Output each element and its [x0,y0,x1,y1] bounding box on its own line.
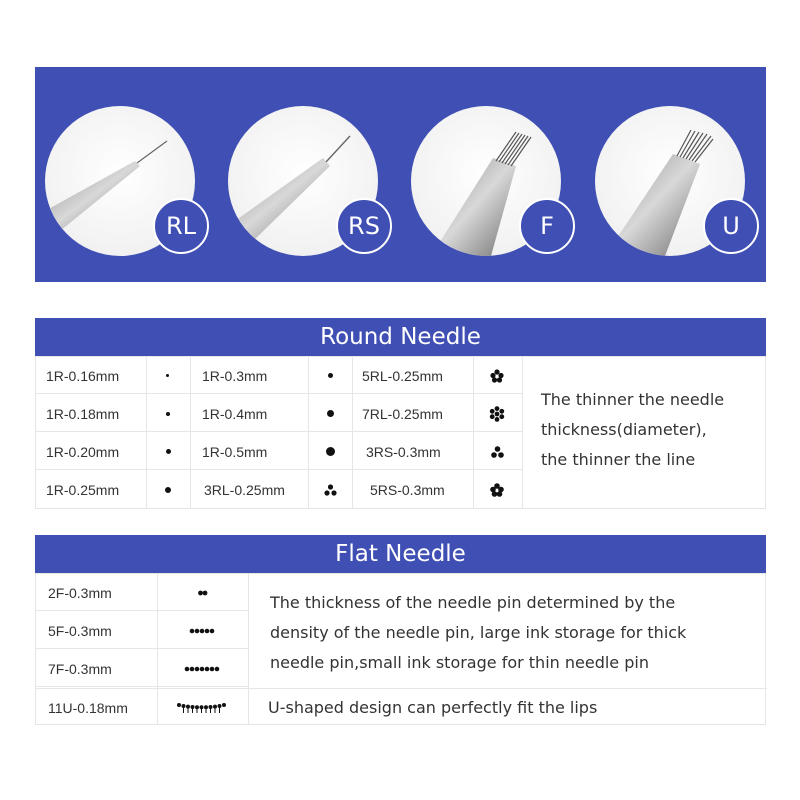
table-row [36,471,522,508]
size-label: 1R-0.18mm [46,405,120,422]
note-line: thickness(diameter), [541,420,707,439]
size-label: 1R-0.16mm [46,367,120,384]
size-label: 11U-0.18mm [48,699,128,716]
table-row [36,688,767,725]
round-needle-note [541,385,724,475]
dot-icon [166,433,171,470]
u-11-icon [176,689,230,726]
cluster-7-icon [489,395,505,432]
note-line: the thinner the line [541,450,696,469]
needle-card-f [411,106,575,256]
needle-badge-rl: RL [153,198,209,254]
round-needle-header: Round Needle [35,318,766,356]
needle-badge-rs: RS [336,198,392,254]
size-label: 5RS-0.3mm [370,481,445,498]
dot-icon [328,357,333,394]
size-label: 7RL-0.25mm [362,405,443,422]
needle-card-u [595,106,759,256]
needle-card-rs [228,106,392,256]
flat-5-icon [189,612,215,649]
note-line: density of the needle pin, large ink storage for thick [270,623,687,642]
flat-2-icon [198,574,208,611]
cluster-5-icon [490,471,504,508]
flat-needle-header: Flat Needle [35,535,766,573]
cluster-3-icon [324,471,337,508]
size-label: 1R-0.4mm [202,405,268,422]
dot-icon [166,357,169,394]
flat-7-icon [184,650,220,687]
size-label: 3RL-0.25mm [204,481,285,498]
round-needle-table [35,356,766,509]
needle-badge-f: F [519,198,575,254]
flat-needle-note [270,588,686,678]
dot-icon [166,395,170,432]
needle-card-rl [45,106,209,256]
table-row [36,395,522,432]
dot-icon [165,471,171,508]
size-label: 7F-0.3mm [48,660,112,677]
cluster-5-icon [490,357,504,394]
size-label: 1R-0.20mm [46,443,120,460]
size-label: 1R-0.3mm [202,367,268,384]
note-line: The thinner the needle [541,390,725,409]
flat-needle-table [35,573,766,725]
table-row [36,574,248,611]
table-row [36,612,248,649]
table-row [36,650,248,687]
dot-icon [327,395,334,432]
note-line: The thickness of the needle pin determined by the [270,593,676,612]
cluster-3-icon [491,433,504,470]
size-label: 1R-0.25mm [46,481,120,498]
u-shaped-note: U-shaped design can perfectly fit the lips [268,698,598,717]
note-line: needle pin,small ink storage for thin needle pin [270,653,649,672]
needle-badge-u: U [703,198,759,254]
size-label: 2F-0.3mm [48,584,112,601]
size-label: 5F-0.3mm [48,622,112,639]
table-row [36,357,522,394]
size-label: 5RL-0.25mm [362,367,443,384]
table-row [36,433,522,470]
size-label: 3RS-0.3mm [366,443,441,460]
dot-icon [326,433,335,470]
size-label: 1R-0.5mm [202,443,268,460]
